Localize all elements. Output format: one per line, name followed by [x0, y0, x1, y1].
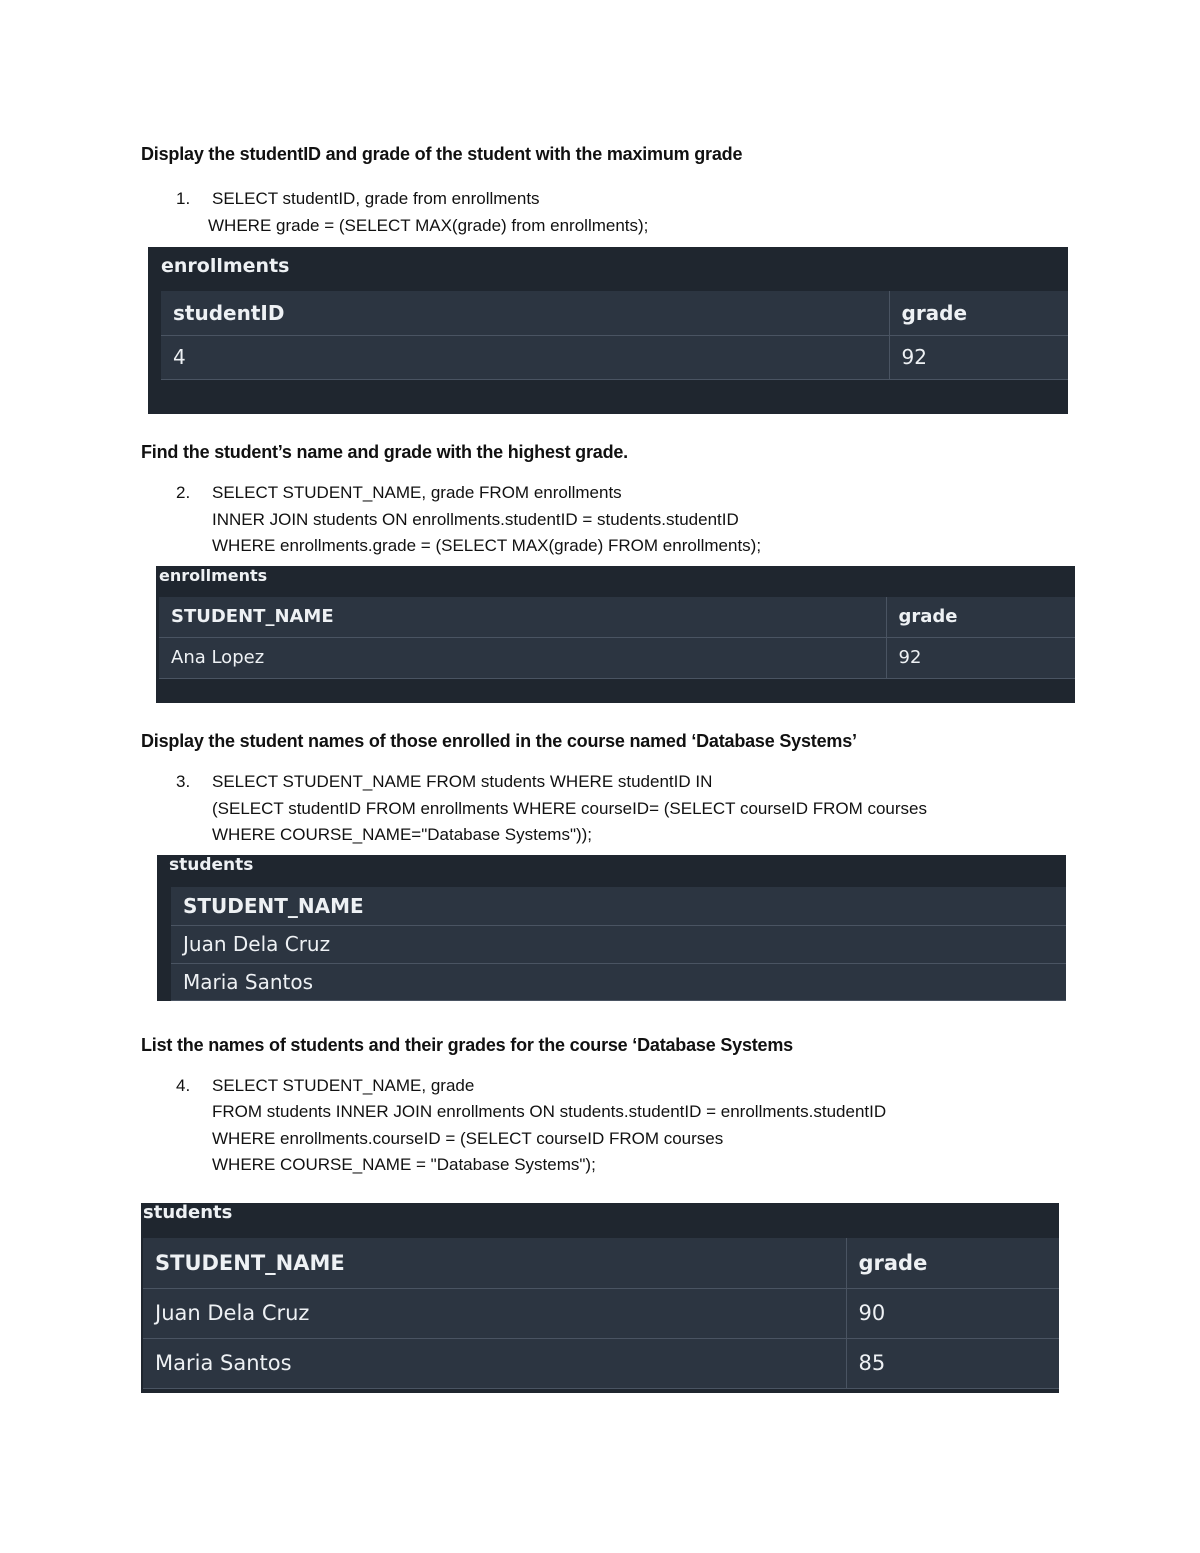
query-number: 4.	[176, 1076, 191, 1095]
result-grid	[143, 1238, 1059, 1389]
query-line: INNER JOIN students ON enrollments.studentID = students.studentID	[212, 510, 739, 529]
column-header-grade: grade	[846, 1238, 1059, 1288]
query-line: SELECT studentID, grade from enrollments	[212, 189, 540, 208]
query-line: WHERE enrollments.grade = (SELECT MAX(grade) FROM enrollments);	[212, 536, 762, 555]
header-row	[143, 1238, 1059, 1288]
query-line: FROM students INNER JOIN enrollments ON students.studentID = enrollments.studentID	[212, 1102, 887, 1121]
query-line: SELECT STUDENT_NAME, grade FROM enrollments	[212, 483, 622, 502]
query-line: WHERE grade = (SELECT MAX(grade) from enrollments);	[208, 216, 649, 235]
column-header-student-name: STUDENT_NAME	[159, 597, 886, 637]
table-row	[143, 1338, 1059, 1388]
table-row	[171, 925, 1066, 963]
result-title: students	[169, 855, 254, 875]
result-table-4	[141, 1203, 1059, 1393]
column-header-studentid: studentID	[161, 291, 889, 335]
result-table-1	[148, 247, 1068, 414]
section-4-heading: List the names of students and their grades for the course ‘Database Systems	[141, 1035, 793, 1055]
result-grid	[159, 597, 1075, 679]
result-title: enrollments	[159, 566, 268, 585]
section-1-heading: Display the studentID and grade of the student with the maximum grade	[141, 144, 743, 164]
query-number: 2.	[176, 483, 191, 502]
header-row	[171, 887, 1066, 925]
column-header-grade: grade	[889, 291, 1068, 335]
query-line: SELECT STUDENT_NAME, grade	[212, 1076, 475, 1095]
cell-grade: 85	[846, 1338, 1059, 1388]
query-line: WHERE enrollments.courseID = (SELECT courseID FROM courses	[212, 1129, 724, 1148]
query-number: 3.	[176, 772, 191, 791]
query-line: WHERE COURSE_NAME="Database Systems"));	[212, 825, 593, 844]
result-title: students	[143, 1203, 233, 1223]
result-grid	[161, 291, 1068, 380]
query-line: WHERE COURSE_NAME = "Database Systems");	[212, 1155, 596, 1174]
section-2-heading: Find the student’s name and grade with the highest grade.	[141, 442, 628, 462]
column-header-student-name: STUDENT_NAME	[143, 1238, 846, 1288]
cell-grade: 90	[846, 1288, 1059, 1338]
column-header-grade: grade	[886, 597, 1075, 637]
result-table-3	[157, 855, 1066, 1001]
cell-student-name: Ana Lopez	[159, 637, 886, 678]
result-grid	[171, 887, 1066, 1001]
query-line: (SELECT studentID FROM enrollments WHERE courseID= (SELECT courseID FROM courses	[212, 799, 927, 818]
cell-grade: 92	[889, 335, 1068, 379]
query-number: 1.	[176, 189, 191, 208]
table-row	[159, 637, 1075, 678]
table-row	[171, 963, 1066, 1000]
section-3-heading: Display the student names of those enrolled in the course named ‘Database Systems’	[141, 731, 857, 751]
cell-student-name: Juan Dela Cruz	[171, 925, 1066, 963]
header-row	[159, 597, 1075, 637]
column-header-student-name: STUDENT_NAME	[171, 887, 1066, 925]
query-line: SELECT STUDENT_NAME FROM students WHERE studentID IN	[212, 772, 713, 791]
cell-student-name: Maria Santos	[143, 1338, 846, 1388]
table-row	[143, 1288, 1059, 1338]
cell-student-name: Maria Santos	[171, 963, 1066, 1000]
cell-grade: 92	[886, 637, 1075, 678]
result-table-2	[156, 566, 1075, 703]
cell-studentid: 4	[161, 335, 889, 379]
cell-student-name: Juan Dela Cruz	[143, 1288, 846, 1338]
header-row	[161, 291, 1068, 335]
result-title: enrollments	[161, 255, 290, 277]
table-row	[161, 335, 1068, 379]
